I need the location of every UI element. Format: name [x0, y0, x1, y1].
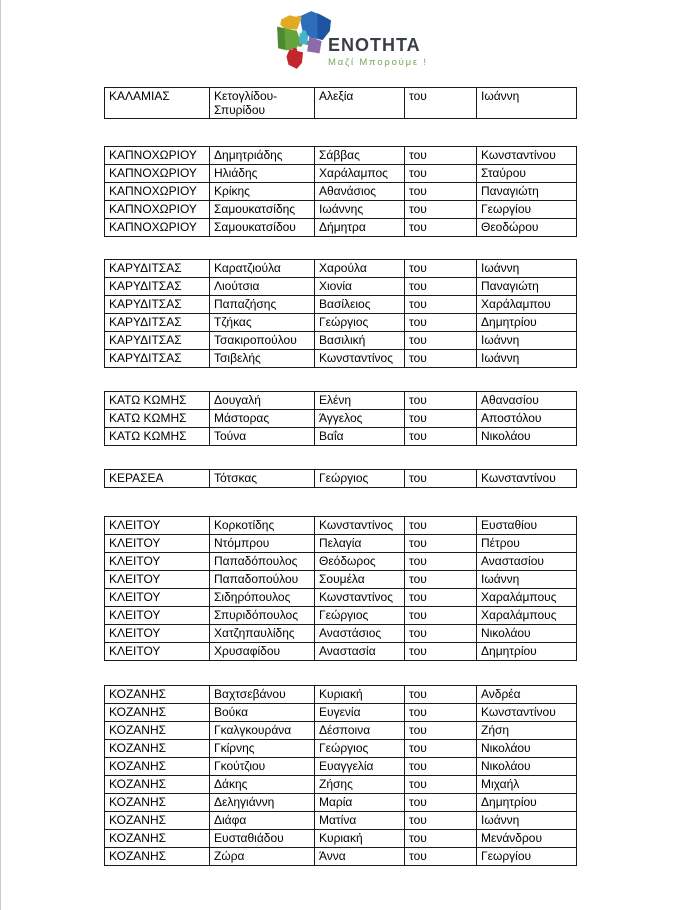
- table-row: [105, 848, 577, 866]
- surname-cell: Παπαδοπούλου: [210, 571, 315, 589]
- table-row: [105, 278, 577, 296]
- surname-cell: Γκούτζιου: [210, 758, 315, 776]
- table-row: [105, 219, 577, 237]
- firstname-cell: Αθανάσιος: [315, 183, 405, 201]
- firstname-cell: Πελαγία: [315, 535, 405, 553]
- place-cell: ΚΕΡΑΣΕΑ: [105, 470, 210, 488]
- table-row: [105, 314, 577, 332]
- particle-cell: του: [405, 722, 477, 740]
- particle-cell: του: [405, 686, 477, 704]
- place-cell: ΚΑΛΑΜΙΑΣ: [105, 88, 210, 119]
- roster-table-5: [104, 469, 577, 488]
- firstname-cell: Ιωάννης: [315, 201, 405, 219]
- table-row: [105, 410, 577, 428]
- father-cell: Ιωάννη: [477, 332, 577, 350]
- place-cell: ΚΑΠΝΟΧΩΡΙΟΥ: [105, 147, 210, 165]
- firstname-cell: Κυριακή: [315, 830, 405, 848]
- surname-cell: Ηλιάδης: [210, 165, 315, 183]
- place-cell: ΚΛΕΙΤΟΥ: [105, 535, 210, 553]
- father-cell: Ιωάννη: [477, 571, 577, 589]
- surname-cell: Σαμουκατσίδης: [210, 201, 315, 219]
- roster-table-4: [104, 391, 577, 446]
- firstname-cell: Ελένη: [315, 392, 405, 410]
- place-cell: ΚΛΕΙΤΟΥ: [105, 625, 210, 643]
- table-row: [105, 201, 577, 219]
- father-cell: Χαράλαμπου: [477, 296, 577, 314]
- table-row: [105, 260, 577, 278]
- place-cell: ΚΑΡΥΔΙΤΣΑΣ: [105, 314, 210, 332]
- firstname-cell: Γεώργιος: [315, 740, 405, 758]
- place-cell: ΚΟΖΑΝΗΣ: [105, 776, 210, 794]
- table-row: [105, 571, 577, 589]
- particle-cell: του: [405, 392, 477, 410]
- surname-cell: Δημητριάδης: [210, 147, 315, 165]
- father-cell: Μενάνδρου: [477, 830, 577, 848]
- firstname-cell: Χαρούλα: [315, 260, 405, 278]
- table-row: [105, 812, 577, 830]
- table-row: [105, 758, 577, 776]
- father-cell: Ιωάννη: [477, 812, 577, 830]
- surname-cell: Δάκης: [210, 776, 315, 794]
- father-cell: Ιωάννη: [477, 350, 577, 368]
- surname-cell: Δουγαλή: [210, 392, 315, 410]
- place-cell: ΚΟΖΑΝΗΣ: [105, 830, 210, 848]
- firstname-cell: Αναστάσιος: [315, 625, 405, 643]
- place-cell: ΚΛΕΙΤΟΥ: [105, 517, 210, 535]
- firstname-cell: Βασίλειος: [315, 296, 405, 314]
- place-cell: ΚΟΖΑΝΗΣ: [105, 740, 210, 758]
- place-cell: ΚΛΕΙΤΟΥ: [105, 589, 210, 607]
- firstname-cell: Άγγελος: [315, 410, 405, 428]
- particle-cell: του: [405, 812, 477, 830]
- father-cell: Ιωάννη: [477, 88, 577, 119]
- logo-title: ΕΝΟΤΗΤΑ: [328, 35, 421, 56]
- firstname-cell: Γεώργιος: [315, 314, 405, 332]
- firstname-cell: Βασιλική: [315, 332, 405, 350]
- particle-cell: του: [405, 758, 477, 776]
- particle-cell: του: [405, 643, 477, 661]
- particle-cell: του: [405, 260, 477, 278]
- firstname-cell: Γεώργιος: [315, 470, 405, 488]
- father-cell: Κωνσταντίνου: [477, 470, 577, 488]
- firstname-cell: Ματίνα: [315, 812, 405, 830]
- firstname-cell: Βαΐα: [315, 428, 405, 446]
- father-cell: Χαραλάμπους: [477, 589, 577, 607]
- father-cell: Μιχαήλ: [477, 776, 577, 794]
- particle-cell: του: [405, 88, 477, 119]
- table-row: [105, 296, 577, 314]
- table-row: [105, 830, 577, 848]
- father-cell: Ανδρέα: [477, 686, 577, 704]
- particle-cell: του: [405, 296, 477, 314]
- table-row: [105, 183, 577, 201]
- firstname-cell: Δέσποινα: [315, 722, 405, 740]
- particle-cell: του: [405, 794, 477, 812]
- father-cell: Νικολάου: [477, 740, 577, 758]
- place-cell: ΚΟΖΑΝΗΣ: [105, 848, 210, 866]
- particle-cell: του: [405, 776, 477, 794]
- table-row: [105, 517, 577, 535]
- firstname-cell: Ευγενία: [315, 704, 405, 722]
- father-cell: Δημητρίου: [477, 794, 577, 812]
- roster-table-2: [104, 146, 577, 237]
- place-cell: ΚΑΤΩ ΚΩΜΗΣ: [105, 410, 210, 428]
- particle-cell: του: [405, 410, 477, 428]
- particle-cell: του: [405, 219, 477, 237]
- father-cell: Ευσταθίου: [477, 517, 577, 535]
- table-row: [105, 607, 577, 625]
- table-row: [105, 332, 577, 350]
- table-row: [105, 392, 577, 410]
- surname-cell: Κορκοτίδης: [210, 517, 315, 535]
- father-cell: Αθανασίου: [477, 392, 577, 410]
- particle-cell: του: [405, 607, 477, 625]
- particle-cell: του: [405, 165, 477, 183]
- particle-cell: του: [405, 553, 477, 571]
- surname-cell: Παπαζήσης: [210, 296, 315, 314]
- surname-cell: Τζήκας: [210, 314, 315, 332]
- firstname-cell: Γεώργιος: [315, 607, 405, 625]
- surname-cell: Κετογλίδου-Σπυρίδου: [210, 88, 315, 119]
- roster-table-3: [104, 259, 577, 368]
- roster-table-7: [104, 685, 577, 866]
- place-cell: ΚΑΠΝΟΧΩΡΙΟΥ: [105, 183, 210, 201]
- table-row: [105, 722, 577, 740]
- place-cell: ΚΑΡΥΔΙΤΣΑΣ: [105, 278, 210, 296]
- logo-tagline: Μαζί Μπορούμε !: [328, 57, 428, 68]
- father-cell: Ζήση: [477, 722, 577, 740]
- table-row: [105, 350, 577, 368]
- place-cell: ΚΟΖΑΝΗΣ: [105, 794, 210, 812]
- particle-cell: του: [405, 704, 477, 722]
- particle-cell: του: [405, 625, 477, 643]
- surname-cell: Κρίκης: [210, 183, 315, 201]
- surname-cell: Γκίρνης: [210, 740, 315, 758]
- surname-cell: Γκαλγκουράνα: [210, 722, 315, 740]
- table-row: [105, 704, 577, 722]
- place-cell: ΚΑΤΩ ΚΩΜΗΣ: [105, 392, 210, 410]
- surname-cell: Ζώρα: [210, 848, 315, 866]
- firstname-cell: Ευαγγελία: [315, 758, 405, 776]
- father-cell: Πέτρου: [477, 535, 577, 553]
- place-cell: ΚΟΖΑΝΗΣ: [105, 686, 210, 704]
- table-row: [105, 794, 577, 812]
- father-cell: Παναγιώτη: [477, 278, 577, 296]
- particle-cell: του: [405, 470, 477, 488]
- table-row: [105, 740, 577, 758]
- surname-cell: Δεληγιάννη: [210, 794, 315, 812]
- father-cell: Θεοδώρου: [477, 219, 577, 237]
- particle-cell: του: [405, 278, 477, 296]
- table-row: [105, 428, 577, 446]
- firstname-cell: Κυριακή: [315, 686, 405, 704]
- surname-cell: Σαμουκατσίδου: [210, 219, 315, 237]
- father-cell: Γεωργίου: [477, 201, 577, 219]
- place-cell: ΚΟΖΑΝΗΣ: [105, 704, 210, 722]
- surname-cell: Τότσκας: [210, 470, 315, 488]
- firstname-cell: Σάββας: [315, 147, 405, 165]
- father-cell: Νικολάου: [477, 758, 577, 776]
- place-cell: ΚΟΖΑΝΗΣ: [105, 812, 210, 830]
- particle-cell: του: [405, 314, 477, 332]
- place-cell: ΚΑΠΝΟΧΩΡΙΟΥ: [105, 201, 210, 219]
- father-cell: Ιωάννη: [477, 260, 577, 278]
- surname-cell: Διάφα: [210, 812, 315, 830]
- place-cell: ΚΑΡΥΔΙΤΣΑΣ: [105, 260, 210, 278]
- surname-cell: Καρατζιούλα: [210, 260, 315, 278]
- particle-cell: του: [405, 332, 477, 350]
- father-cell: Δημητρίου: [477, 643, 577, 661]
- particle-cell: του: [405, 517, 477, 535]
- place-cell: ΚΟΖΑΝΗΣ: [105, 758, 210, 776]
- table-row: [105, 88, 577, 119]
- particle-cell: του: [405, 848, 477, 866]
- place-cell: ΚΛΕΙΤΟΥ: [105, 607, 210, 625]
- particle-cell: του: [405, 589, 477, 607]
- particle-cell: του: [405, 740, 477, 758]
- place-cell: ΚΛΕΙΤΟΥ: [105, 571, 210, 589]
- table-row: [105, 165, 577, 183]
- place-cell: ΚΑΡΥΔΙΤΣΑΣ: [105, 350, 210, 368]
- surname-cell: Παπαδόπουλος: [210, 553, 315, 571]
- table-row: [105, 589, 577, 607]
- firstname-cell: Θεόδωρος: [315, 553, 405, 571]
- table-row: [105, 776, 577, 794]
- surname-cell: Χρυσαφίδου: [210, 643, 315, 661]
- particle-cell: του: [405, 571, 477, 589]
- place-cell: ΚΛΕΙΤΟΥ: [105, 643, 210, 661]
- firstname-cell: Αλεξία: [315, 88, 405, 119]
- roster-table-1: [104, 87, 577, 119]
- particle-cell: του: [405, 428, 477, 446]
- place-cell: ΚΑΠΝΟΧΩΡΙΟΥ: [105, 219, 210, 237]
- surname-cell: Τσακιροπούλου: [210, 332, 315, 350]
- table-row: [105, 535, 577, 553]
- surname-cell: Χατζηπαυλίδης: [210, 625, 315, 643]
- place-cell: ΚΑΡΥΔΙΤΣΑΣ: [105, 332, 210, 350]
- particle-cell: του: [405, 350, 477, 368]
- firstname-cell: Αναστασία: [315, 643, 405, 661]
- place-cell: ΚΑΠΝΟΧΩΡΙΟΥ: [105, 165, 210, 183]
- place-cell: ΚΛΕΙΤΟΥ: [105, 553, 210, 571]
- particle-cell: του: [405, 183, 477, 201]
- firstname-cell: Μαρία: [315, 794, 405, 812]
- table-row: [105, 147, 577, 165]
- particle-cell: του: [405, 535, 477, 553]
- surname-cell: Τούνα: [210, 428, 315, 446]
- table-row: [105, 470, 577, 488]
- table-row: [105, 625, 577, 643]
- father-cell: Δημητρίου: [477, 314, 577, 332]
- table-row: [105, 553, 577, 571]
- surname-cell: Βούκα: [210, 704, 315, 722]
- surname-cell: Λιούτσια: [210, 278, 315, 296]
- surname-cell: Τσιβελής: [210, 350, 315, 368]
- firstname-cell: Κωνσταντίνος: [315, 350, 405, 368]
- surname-cell: Βαχτσεβάνου: [210, 686, 315, 704]
- surname-cell: Ευσταθιάδου: [210, 830, 315, 848]
- firstname-cell: Ζήσης: [315, 776, 405, 794]
- father-cell: Αναστασίου: [477, 553, 577, 571]
- firstname-cell: Χαράλαμπος: [315, 165, 405, 183]
- father-cell: Νικολάου: [477, 625, 577, 643]
- father-cell: Κωνσταντίνου: [477, 704, 577, 722]
- firstname-cell: Κωνσταντίνος: [315, 517, 405, 535]
- father-cell: Χαραλάμπους: [477, 607, 577, 625]
- father-cell: Σταύρου: [477, 165, 577, 183]
- particle-cell: του: [405, 201, 477, 219]
- firstname-cell: Χιονία: [315, 278, 405, 296]
- particle-cell: του: [405, 830, 477, 848]
- surname-cell: Μάστορας: [210, 410, 315, 428]
- table-row: [105, 643, 577, 661]
- place-cell: ΚΟΖΑΝΗΣ: [105, 722, 210, 740]
- firstname-cell: Δήμητρα: [315, 219, 405, 237]
- particle-cell: του: [405, 147, 477, 165]
- place-cell: ΚΑΤΩ ΚΩΜΗΣ: [105, 428, 210, 446]
- firstname-cell: Σουμέλα: [315, 571, 405, 589]
- father-cell: Γεωργίου: [477, 848, 577, 866]
- surname-cell: Ντόμπρου: [210, 535, 315, 553]
- roster-table-6: [104, 516, 577, 661]
- place-cell: ΚΑΡΥΔΙΤΣΑΣ: [105, 296, 210, 314]
- surname-cell: Σιδηρόπουλος: [210, 589, 315, 607]
- firstname-cell: Κωνσταντίνος: [315, 589, 405, 607]
- father-cell: Νικολάου: [477, 428, 577, 446]
- father-cell: Παναγιώτη: [477, 183, 577, 201]
- father-cell: Κωνσταντίνου: [477, 147, 577, 165]
- surname-cell: Σπυριδόπουλος: [210, 607, 315, 625]
- father-cell: Αποστόλου: [477, 410, 577, 428]
- table-row: [105, 686, 577, 704]
- firstname-cell: Άννα: [315, 848, 405, 866]
